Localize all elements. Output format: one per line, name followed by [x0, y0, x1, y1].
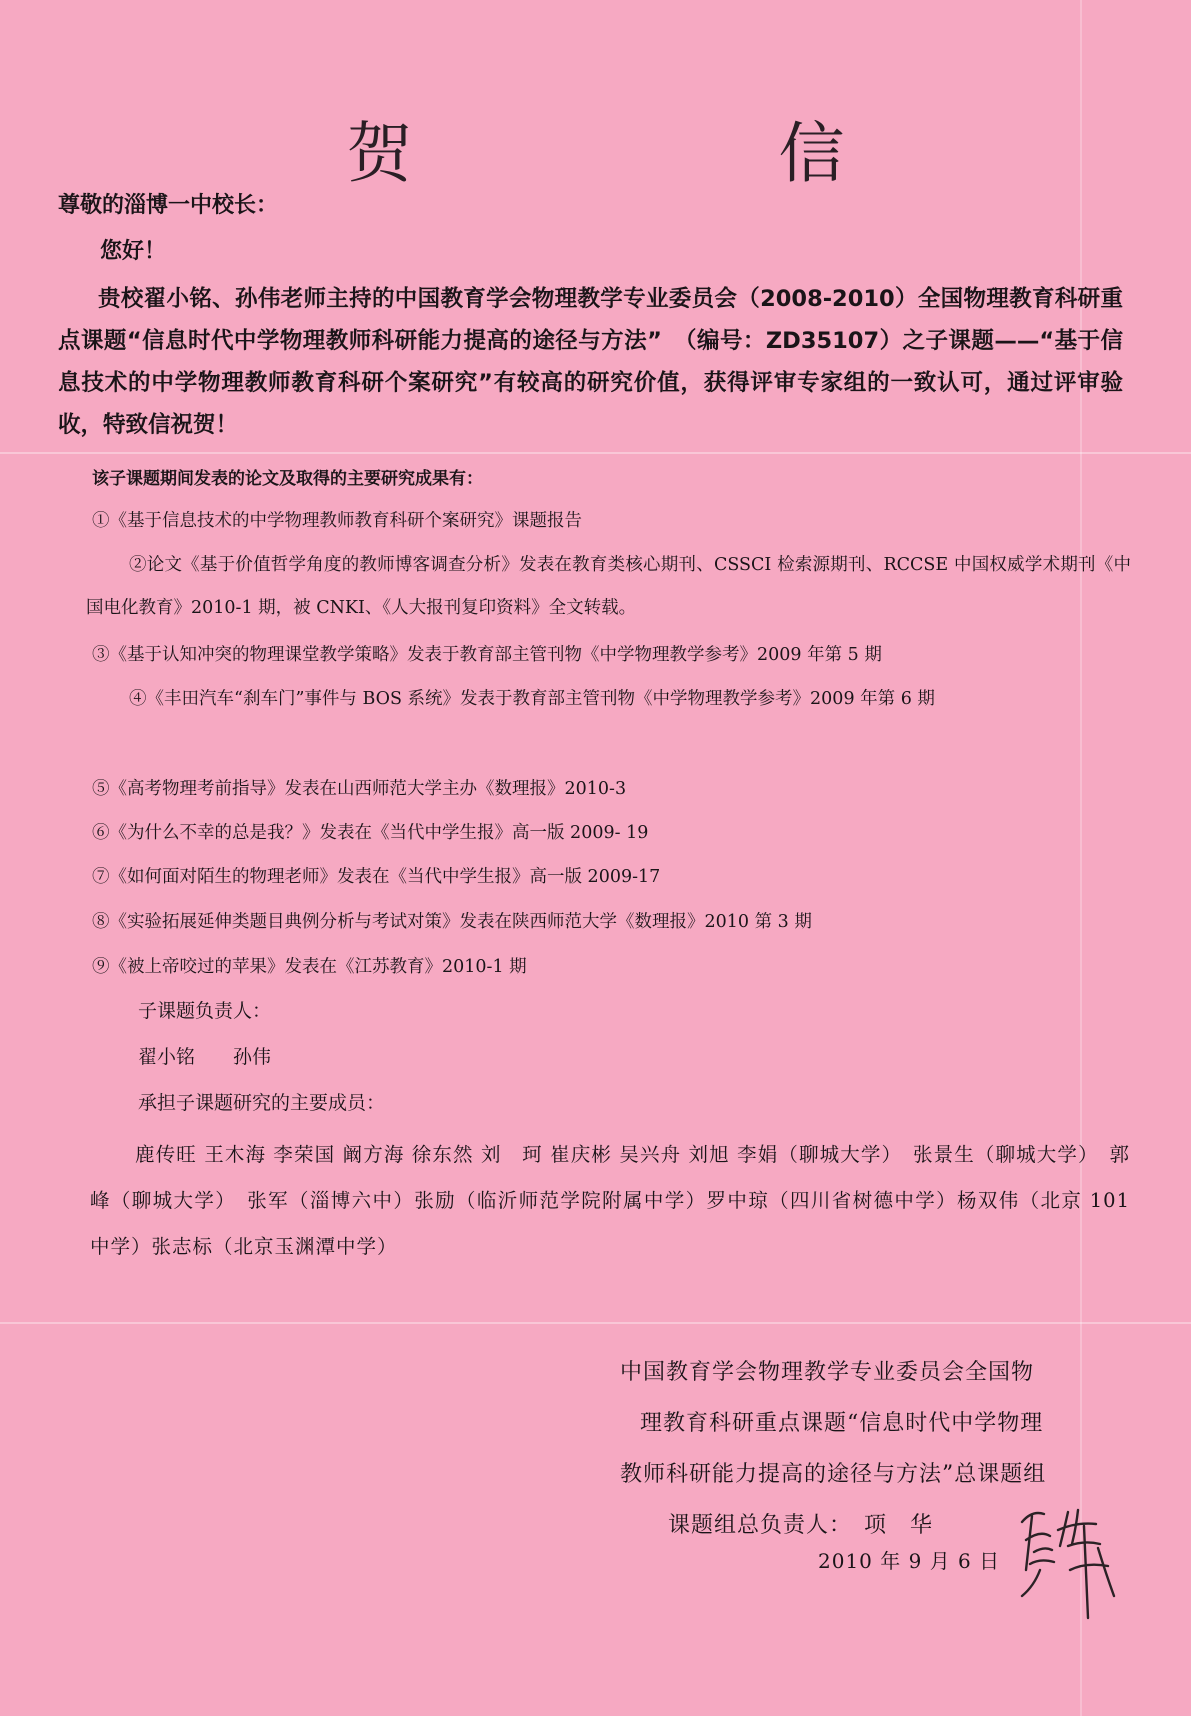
list-item: ⑦《如何面对陌生的物理老师》发表在《当代中学生报》高一版 2009-17 [92, 867, 661, 887]
leaders-names: 翟小铭 孙伟 [138, 1046, 272, 1068]
list-item: ①《基于信息技术的中学物理教师教育科研个案研究》课题报告 [92, 511, 582, 531]
greeting: 您好！ [100, 239, 167, 264]
intro-paragraph: 贵校翟小铭、孙伟老师主持的中国教育学会物理教学专业委员会（2008-2010）全国物理教育科研重点课题“信息时代中学物理教师科研能力提高的途径与方法” （编号：ZD35107）之子课题——“基于信息技术的中学物理教师教育科研个案研究”有较高的研究价值，获得评审专家组的一致认可，通过评审验收，特致信祝贺！ [58, 286, 1123, 438]
members-list: 鹿传旺 王木海 李荣国 阚方海 徐东然 刘 珂 崔庆彬 吴兴舟 刘旭 李娟（聊城大学） 张景生（聊城大学） 郭峰（聊城大学） 张军（淄博六中）张励（临沂师范学院附属中学）罗中琼（四川省树德中学）杨双伟（北京 101 中学）张志标（北京玉渊潭中学） [90, 1143, 1130, 1258]
signature-org-line: 中国教育学会物理教学专业委员会全国物 [620, 1360, 1035, 1385]
paper-fold-line [0, 1322, 1191, 1324]
handwritten-signature [1010, 1500, 1125, 1620]
list-item: ④《丰田汽车“刹车门”事件与 BOS 系统》发表于教育部主管刊物《中学物理教学参考》2009 年第 6 期 [129, 689, 935, 709]
list-item: ⑨《被上帝咬过的苹果》发表在《江苏教育》2010-1 期 [92, 957, 527, 977]
achievements-heading: 该子课题期间发表的论文及取得的主要研究成果有： [92, 469, 483, 489]
signature-org-line: 教师科研能力提高的途径与方法”总课题组 [620, 1462, 1047, 1487]
signature-leader-line: 课题组总负责人： 项 华 [668, 1513, 934, 1538]
list-item: ⑧《实验拓展延伸类题目典例分析与考试对策》发表在陕西师范大学《数理报》2010 第 3 期 [92, 912, 812, 932]
list-item: ③《基于认知冲突的物理课堂教学策略》发表于教育部主管刊物《中学物理教学参考》2009 年第 5 期 [92, 645, 882, 665]
list-item: ⑤《高考物理考前指导》发表在山西师范大学主办《数理报》2010-3 [92, 779, 627, 799]
list-item: ⑥《为什么不幸的总是我？》发表在《当代中学生报》高一版 2009- 19 [92, 823, 649, 843]
signature-date: 2010 年 9 月 6 日 [818, 1549, 1001, 1573]
letter-title: 贺 信 [346, 115, 995, 192]
paper-fold-line [0, 452, 1191, 454]
list-item: ②论文《基于价值哲学角度的教师博客调查分析》发表在教育类核心期刊、CSSCI 检索源期刊、RCCSE 中国权威学术期刊《中国电化教育》2010-1 期，被 CNKI、《人大报刊复印资料》全文转载。 [86, 555, 1131, 618]
salutation: 尊敬的淄博一中校长： [58, 193, 279, 218]
members-label: 承担子课题研究的主要成员： [138, 1092, 386, 1114]
signature-org-line: 理教育科研重点课题“信息时代中学物理 [640, 1411, 1044, 1436]
leaders-label: 子课题负责人： [138, 1000, 272, 1022]
